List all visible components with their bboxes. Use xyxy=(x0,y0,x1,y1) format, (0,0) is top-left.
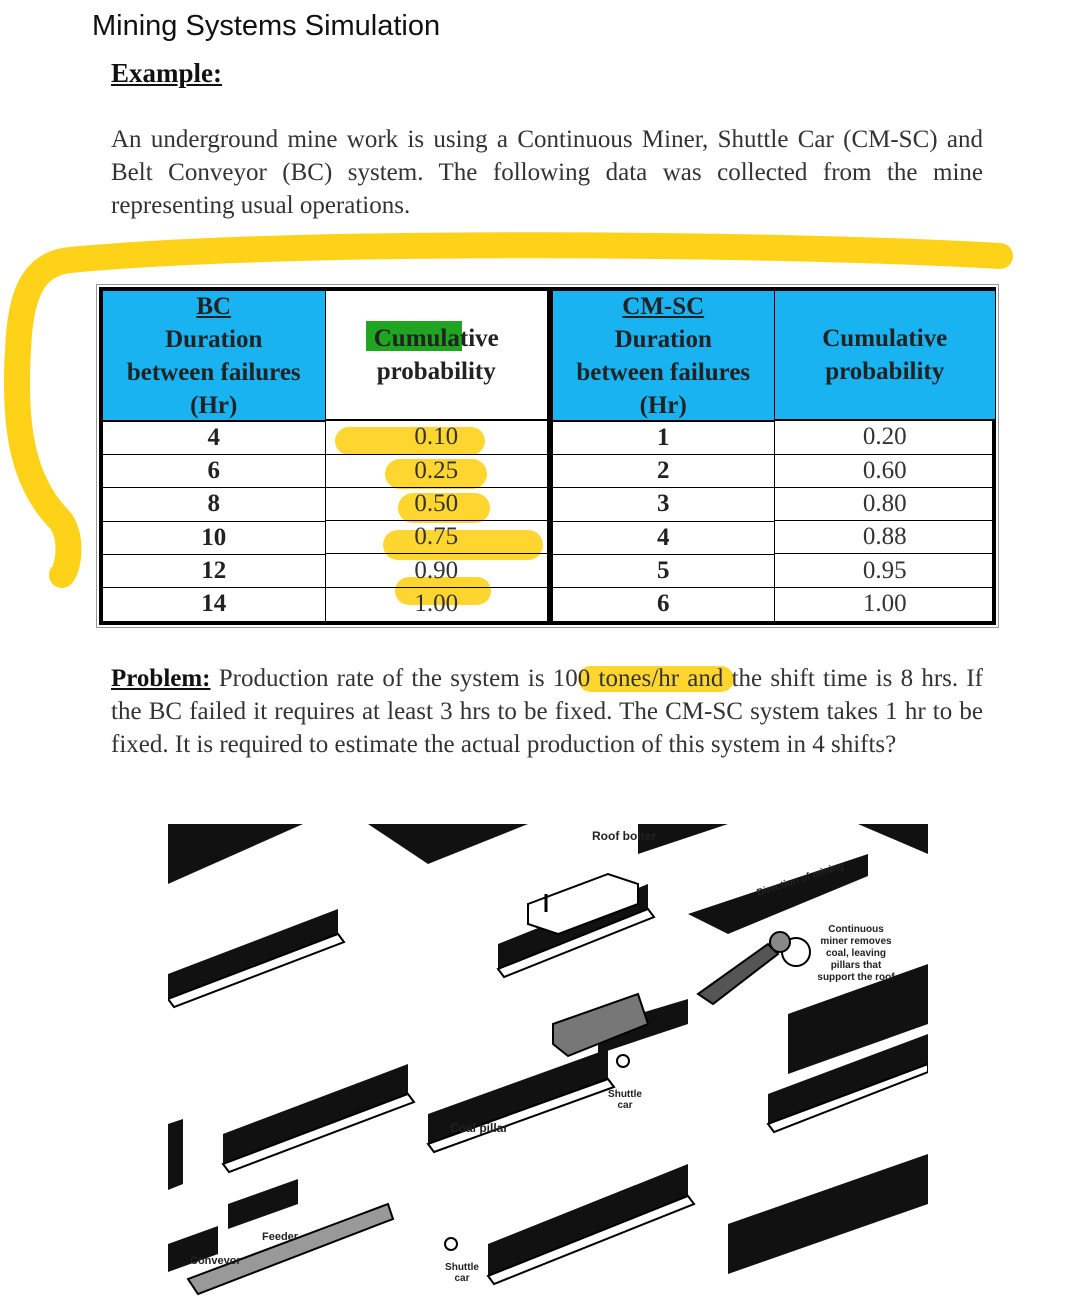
table-cell: 0.80 xyxy=(775,488,996,521)
table-cell: 1.00 xyxy=(414,590,459,618)
table-cell: 8 xyxy=(103,488,325,521)
cmsc-prob-header-line: Cumulative xyxy=(822,325,948,353)
cmsc-header-title: CM-SC xyxy=(622,292,705,320)
problem-label: Problem: xyxy=(111,665,211,692)
table-cell: 6 xyxy=(657,590,670,618)
table-cell: 6 xyxy=(103,455,325,488)
cmsc-probability-header xyxy=(775,291,996,421)
cmsc-probability-column xyxy=(775,291,996,621)
table-cell: 10 xyxy=(103,522,325,555)
table-cell: 0.88 xyxy=(775,521,996,554)
conveyor-feeder-shape xyxy=(188,1204,393,1294)
table-cell: 14 xyxy=(201,590,227,618)
shuttle-car-label: Shuttle xyxy=(608,1089,642,1100)
miner-note-line: coal, leaving xyxy=(825,948,887,959)
table-cell: 12 xyxy=(103,555,325,588)
cmsc-block xyxy=(550,291,995,621)
shuttle-car-label: car xyxy=(454,1273,470,1284)
conveyor-label: Conveyor xyxy=(190,1255,241,1267)
coal-label: COAL xyxy=(719,1022,764,1037)
shuttle-car-label: Shuttle xyxy=(445,1262,479,1273)
bc-probability-column xyxy=(326,291,548,621)
direction-label: Direction of mining xyxy=(755,860,846,899)
cmsc-header-line: Duration xyxy=(614,325,712,353)
table-cell: 0.90 xyxy=(326,554,548,587)
table-cell: 5 xyxy=(553,555,774,588)
cmsc-header-line: (Hr) xyxy=(639,391,687,419)
bc-header-title: BC xyxy=(196,292,232,320)
table-cell: 0.25 xyxy=(326,455,548,488)
table-cell: 4 xyxy=(103,422,325,455)
bc-duration-column xyxy=(103,291,326,621)
coal-pillar-shape xyxy=(168,824,928,1284)
failure-data-table xyxy=(96,284,999,628)
bc-header-line: between failures xyxy=(126,358,301,386)
shuttle-car-label: car xyxy=(617,1100,633,1111)
miner-note-line: support the roof xyxy=(817,972,895,983)
cmsc-header-line: between failures xyxy=(576,358,751,386)
table-cell: 3 xyxy=(553,488,774,521)
bc-duration-header xyxy=(103,291,325,422)
miner-note-line: miner removes xyxy=(820,936,892,947)
bc-header-line: (Hr) xyxy=(190,391,238,419)
bc-header-line: Duration xyxy=(165,325,263,353)
bc-block xyxy=(103,291,550,621)
table-cell: 4 xyxy=(553,522,774,555)
bc-prob-header-line: probability xyxy=(376,358,496,386)
feeder-label: Feeder xyxy=(262,1231,299,1243)
cmsc-duration-header xyxy=(553,291,774,422)
miner-note-line: Continuous xyxy=(828,924,884,935)
table-cell: 0.95 xyxy=(775,554,996,587)
miner-note-line: pillars that xyxy=(830,960,882,971)
table-cell: 0.20 xyxy=(775,421,996,454)
page-title: Mining Systems Simulation xyxy=(92,10,441,42)
table-cell: 0.60 xyxy=(775,455,996,488)
table-cell: 2 xyxy=(553,455,774,488)
bc-probability-header xyxy=(326,291,548,421)
table-cell: 1 xyxy=(553,422,774,455)
table-cell: 0.75 xyxy=(326,521,548,554)
table-cell: 1.00 xyxy=(862,590,907,618)
cmsc-prob-header-line: probability xyxy=(825,358,945,386)
bc-prob-header-line: Cumulative xyxy=(373,325,499,353)
problem-paragraph xyxy=(111,662,983,761)
continuous-miner-shape xyxy=(698,932,810,1004)
roof-bolter-label: Roof bolter xyxy=(592,829,656,843)
intro-paragraph: An underground mine work is using a Continuous Miner, Shuttle Car (CM-SC) and Belt Conveyor (BC) system. The following data was collected from the mine representing usual operations. xyxy=(111,126,983,219)
mine-layout-illustration xyxy=(168,824,928,1299)
problem-text: Production rate of the system is 100 tones/hr and the shift time is 8 hrs. If the BC failed it requires at least 3 hrs to be fixed. The CM-SC system takes 1 hr to be fixed. It is required to estimate the actual production of this system in 4 shifts? xyxy=(111,665,983,758)
table-cell: 0.50 xyxy=(326,488,548,521)
example-heading: Example: xyxy=(111,58,222,88)
coal-pillar-label: Coal pillar xyxy=(450,1121,509,1135)
table-cell: 0.10 xyxy=(326,421,548,454)
cmsc-duration-column xyxy=(553,291,775,621)
